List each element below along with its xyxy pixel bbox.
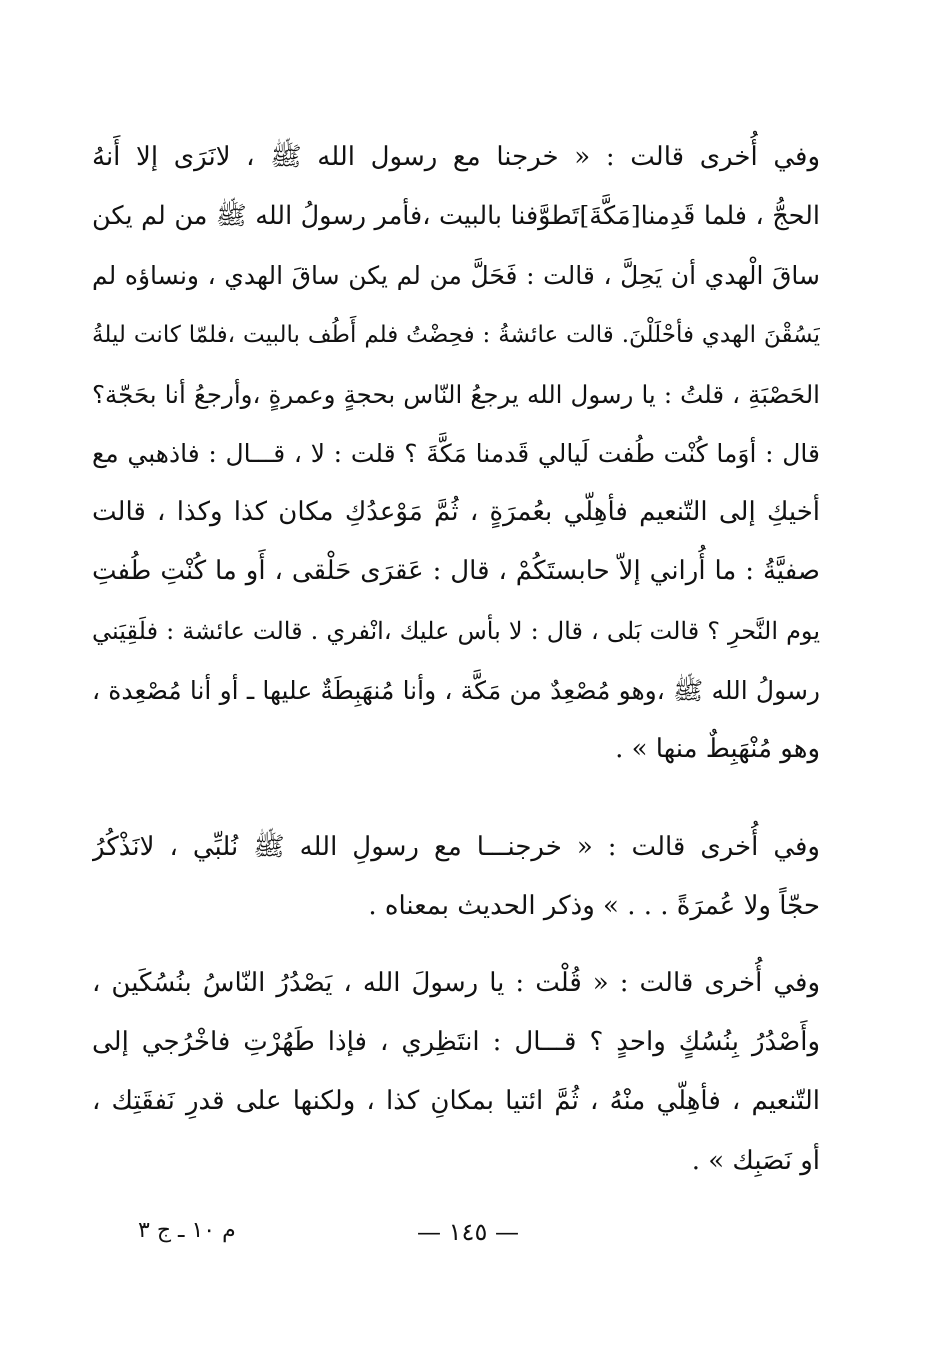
text-line: الحجُّ ، فلما قَدِمنا[مَكَّةَ]تَطوَّفنا بالبيت ،فأمر رسولُ الله ﷺ من لم يكن xyxy=(92,201,820,232)
text-line: أخيكِ إلى التّنعيم فأهِلّي بعُمرَةٍ ، ثُمَّ مَوْعدُكِ مكان كذا وكذا ، قالت xyxy=(92,497,820,528)
text-line: حجّاً ولا عُمرَةً . . . » وذكر الحديث بمعناه . xyxy=(368,891,820,922)
paragraph-2 xyxy=(92,818,820,936)
text-line: أو نَصَبِك » . xyxy=(691,1145,820,1176)
text-line: وفي أُخرى قالت : « قُلْت : يا رسولَ الله ، يَصْدُرُ النّاسُ بنُسُكَين ، xyxy=(92,968,820,998)
text-line: رسولُ الله ﷺ ،وهو مُصْعِدٌ من مَكَّة ، وأنا مُنهَبِطَةٌ عليها ـ أو أنا مُصْعِدة ، xyxy=(92,675,820,705)
text-line: التّنعيم ، فأهِلّي منْهُ ، ثُمَّ ائتيا بمكانِ كذا ، ولكنها على قدرِ نَفقَتِك ، xyxy=(92,1086,820,1117)
text-line: يوم النَّحرِ ؟ قالت بَلى ، قال : لا بأس عليك ،انْفري . قالت عائشة : فلَقِيَني xyxy=(92,616,820,645)
text-line: وهو مُنْهَبِطٌ منها » . xyxy=(615,733,820,764)
text-line: وأَصْدُرُ بِنُسُكٍ واحدٍ ؟ قـــال : انتَظِري ، فإذا طَهُرْتِ فاخْرُجي إلى xyxy=(92,1027,820,1058)
signature-mark: م ١٠ ـ ج ٣ xyxy=(138,1218,236,1243)
text-line: وفي أُخرى قالت : « خرجنـــا مع رسولِ الله ﷺ نُلبِّي ، لانَذْكُرُ xyxy=(92,832,820,862)
text-line: صفيَّةُ : ما أُراني إلاّ حابستَكُمْ ، قال : عَقرَى حَلْقى ، أَو ما كُنْتِ طُفتِ xyxy=(92,556,820,587)
text-line: الحَصْبَةِ ، قلتُ : يا رسول الله يرجعُ النّاس بحجةٍ وعمرةٍ ،وأرجعُ أنا بحَجّة؟ xyxy=(92,379,820,409)
paragraph-3 xyxy=(92,954,820,1191)
text-line: ساقَ الْهدي أن يَحِلَّ ، قالت : فَحَلَّ من لم يكن ساقَ الهدي ، ونساؤه لم xyxy=(92,261,820,291)
paragraph-1 xyxy=(92,128,820,779)
text-line: قال : أوَما كُنْت طُفت لَيالي قَدمنا مَكَّةَ ؟ قلت : لا ، قـــال : فاذهبي مع xyxy=(92,438,820,468)
text-line: وفي أُخرى قالت : « خرجنا مع رسول الله ﷺ ، لانَرَى إلا أَنهُ xyxy=(92,142,820,172)
text-line: يَسُقْنَ الهدي فأحْلَلْنَ. قالت عائشةُ : فحِضْتُ فلم أَطُف بالبيت ،فلمّا كانت ليلةُ xyxy=(92,321,820,348)
page-number: — ١٤٥ — xyxy=(417,1218,519,1246)
